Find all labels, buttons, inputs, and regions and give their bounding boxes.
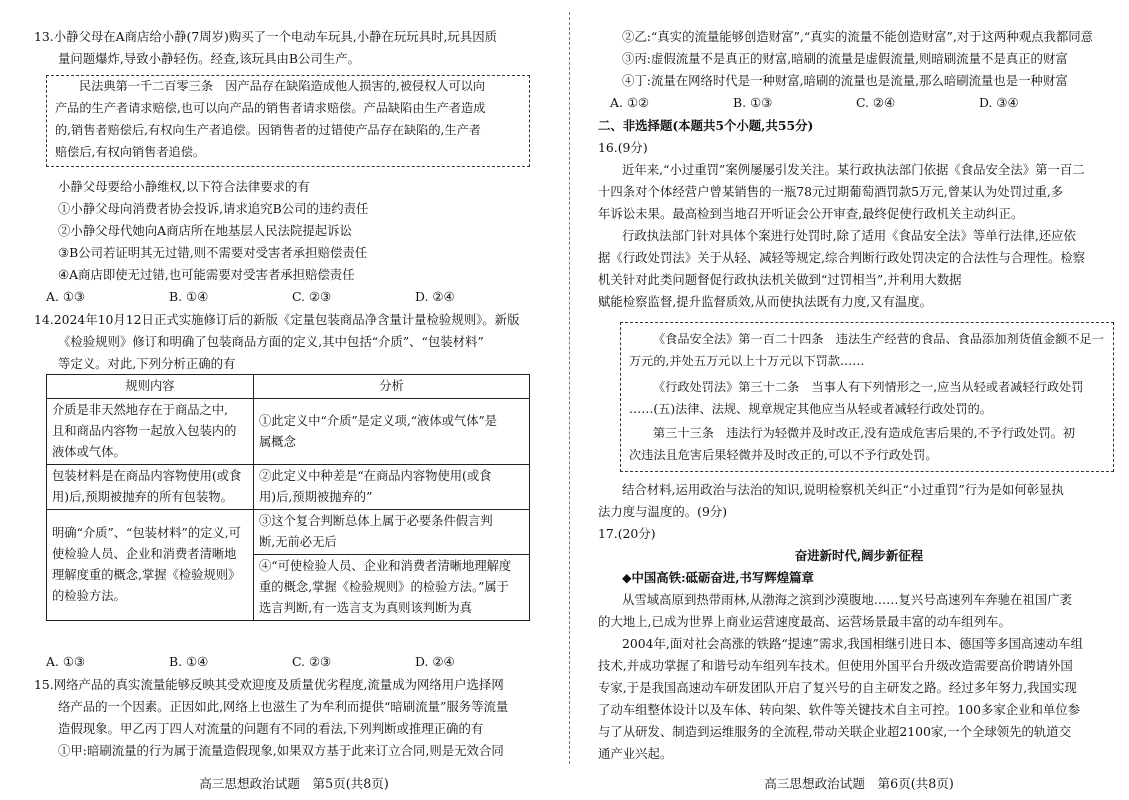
cell-line: ①此定义中“介质”是定义项,“液体或气体”是 xyxy=(259,413,498,428)
q16-label: 16.(9分) xyxy=(598,140,648,155)
q13-item: ②小静父母代她向A商店所在地基层人民法院提起诉讼 xyxy=(58,223,352,238)
q13-item: ①小静父母向消费者协会投诉,请求追究B公司的违约责任 xyxy=(58,201,369,216)
q16-para-line: 十四条对个体经营户曾某销售的一瓶78元过期葡萄酒罚款5万元,曾某认为处罚过重,多 xyxy=(598,184,1064,199)
q14-rules-table xyxy=(46,374,530,621)
analysis-cell xyxy=(254,555,530,621)
option-a: A. ①③ xyxy=(46,289,86,304)
q17-label: 17.(20分) xyxy=(598,526,656,541)
page-footer: 高三思想政治试题 第6页(共8页) xyxy=(764,776,954,791)
law-line: 万元的,并处五万元以上十万元以下罚款…… xyxy=(629,354,865,368)
q15-stem-line: 15.网络产品的真实流量能够反映其受欢迎度及质量优劣程度,流量成为网络用户选择网 xyxy=(34,677,504,692)
q17-para-line: 了动车组整体设计以及车体、转向架、软件等关键技术自主可控。100多家企业和单位参 xyxy=(598,702,1081,717)
table-header: 规则内容 xyxy=(47,375,254,399)
q15-options xyxy=(610,92,1120,113)
law-line: 的,销售者赔偿后,有权向生产者追偿。因销售者的过错使产品存在缺陷的,生产者 xyxy=(55,123,481,137)
q13-stem-line: 13.小静父母在A商店给小静(7周岁)购买了一个电动车玩具,小静在玩玩具时,玩具因质 xyxy=(34,29,497,44)
q17-para-line: 专家,于是我国高速动车研发团队开启了复兴号的自主研发之路。经过多年努力,我国实现 xyxy=(598,680,1077,695)
cell-line: 用)后,预期被抛弃的所有包装物。 xyxy=(52,490,233,504)
q17-para-line: 的大地上,已成为世界上商业运营速度最高、运营场景最丰富的动车组列车。 xyxy=(598,614,1011,629)
q15-item: ④丁:流量在网络时代是一种财富,暗刷的流量也是流量,那么暗刷流量也是一种财富 xyxy=(622,73,1068,88)
cell-line: 明确“介质”、“包装材料”的定义,可 xyxy=(52,526,241,540)
cell-line: ③这个复合判断总体上属于必要条件假言判 xyxy=(259,514,493,528)
cell-line: 用)后,预期被抛弃的” xyxy=(259,490,373,504)
q17-title: 奋进新时代,阔步新征程 xyxy=(794,548,924,563)
q17-para-line: 与了从研发、制造到运维服务的全流程,带动关联企业超2100家,一个全球领先的轨道交 xyxy=(598,724,1072,739)
analysis-cell xyxy=(254,465,530,510)
option-b: B. ①③ xyxy=(733,95,773,110)
law-line: 第三十三条 违法行为轻微并及时改正,没有造成危害后果的,不予行政处罚。初 xyxy=(653,426,1076,440)
law-line: 次违法且危害后果轻微并及时改正的,可以不予行政处罚。 xyxy=(629,448,938,462)
q16-para-line: 机关针对此类问题督促行政执法机关做到“过罚相当”,并利用大数据 xyxy=(598,272,962,287)
option-a: A. ①③ xyxy=(46,654,86,669)
law-line: 赔偿后,有权向销售者追偿。 xyxy=(55,145,206,159)
q16-law-box xyxy=(620,322,1114,472)
cell-line: ②此定义中种差是“在商品内容物使用(或食 xyxy=(259,469,492,483)
q13-options xyxy=(46,286,554,307)
q14-stem-line: 14.2024年10月12日正式实施修订后的新版《定量包装商品净含量计量检验规则》。新版 xyxy=(34,312,520,327)
q16-task-line: 法力度与温度的。(9分) xyxy=(598,504,728,519)
q17-subheading: ◆中国高铁:砥砺奋进,书写辉煌篇章 xyxy=(622,570,814,585)
q16-para-line: 近年来,“小过重罚”案例屡屡引发关注。某行政执法部门依据《食品安全法》第一百二 xyxy=(622,162,1085,177)
cell-line: 断,无前必无后 xyxy=(259,535,337,549)
law-line: 《食品安全法》第一百二十四条 违法生产经营的食品、食品添加剂货值金额不足一 xyxy=(653,332,1104,346)
option-d: D. ③④ xyxy=(979,95,1019,110)
option-c: C. ②④ xyxy=(856,95,896,110)
q14-stem-line: 《检验规则》修订和明确了包装商品方面的定义,其中包括“介质”、“包装材料” xyxy=(58,334,484,349)
page-footer: 高三思想政治试题 第5页(共8页) xyxy=(199,776,389,791)
q15-stem-line: 络产品的一个因素。正因如此,网络上也滋生了为牟利而提供“暗刷流量”服务等流量 xyxy=(58,699,509,714)
cell-line: 包装材料是在商品内容物使用(或食 xyxy=(52,469,242,483)
cell-line: 且和商品内容物一起放入包装内的 xyxy=(52,424,237,438)
q17-para-line: 技术,并成功掌握了和谐号动车组列车技术。但使用外国平台升级改造需要高价聘请外国 xyxy=(598,658,1073,673)
rule-content-cell xyxy=(47,510,254,621)
option-b: B. ①④ xyxy=(169,289,209,304)
cell-line: 属概念 xyxy=(259,434,296,449)
law-line: ……(五)法律、法规、规章规定其他应当从轻或者减轻行政处罚的。 xyxy=(629,402,992,416)
rule-content-cell xyxy=(47,465,254,510)
q16-para-line: 年诉讼未果。最高检到当地召开听证会公开审查,最终促使行政机关主动纠正。 xyxy=(598,206,1024,221)
option-a: A. ①② xyxy=(610,95,650,110)
option-d: D. ②④ xyxy=(415,289,455,304)
cell-line: 液体或气体。 xyxy=(52,445,126,459)
q15-stem-line: ①甲:暗刷流量的行为属于流量造假现象,如果双方基于此来订立合同,则是无效合同 xyxy=(58,743,504,758)
q16-para-line: 行政执法部门针对具体个案进行处罚时,除了适用《食品安全法》等单行法律,还应依 xyxy=(622,228,1076,243)
q15-item: ②乙:“真实的流量能够创造财富”,“真实的流量不能创造财富”,对于这两种观点我都同意 xyxy=(622,29,1094,44)
right-page xyxy=(598,0,1120,800)
left-page xyxy=(34,0,554,800)
q16-para-line: 赋能检察监督,提升监督质效,从而使执法既有力度,又有温度。 xyxy=(598,294,932,309)
q17-para-line: 2004年,面对社会高涨的铁路“提速”需求,我国相继引进日本、德国等多国高速动车组 xyxy=(622,636,1083,651)
q13-question: 小静父母要给小静维权,以下符合法律要求的有 xyxy=(58,179,310,194)
q16-para-line: 据《行政处罚法》关于从轻、减轻等规定,综合判断行政处罚决定的合法性与合理性。检察 xyxy=(598,250,1086,265)
q13-stem-line: 量问题爆炸,导致小静轻伤。经查,该玩具由B公司生产。 xyxy=(58,51,360,66)
q15-stem-line: 造假现象。甲乙丙丁四人对流量的问题有不同的看法,下列判断或推理正确的有 xyxy=(58,721,484,736)
law-line: 《行政处罚法》第三十二条 当事人有下列情形之一,应当从轻或者减轻行政处罚 xyxy=(653,380,1084,394)
q13-item: ③B公司若证明其无过错,则不需要对受害者承担赔偿责任 xyxy=(58,245,368,260)
q14-stem-line: 等定义。对此,下列分析正确的有 xyxy=(58,356,236,371)
table-header: 分析 xyxy=(254,375,530,399)
q16-task-line: 结合材料,运用政治与法治的知识,说明检察机关纠正“小过重罚”行为是如何彰显执 xyxy=(622,482,1064,497)
q17-para-line: 从雪域高原到热带雨林,从渤海之滨到沙漠腹地……复兴号高速列车奔驰在祖国广袤 xyxy=(622,592,1073,607)
option-d: D. ②④ xyxy=(415,654,455,669)
option-b: B. ①④ xyxy=(169,654,209,669)
q13-item: ④A商店即使无过错,也可能需要对受害者承担赔偿责任 xyxy=(58,267,355,282)
page-divider xyxy=(569,12,570,764)
q13-law-box xyxy=(46,75,530,167)
rule-content-cell xyxy=(47,399,254,465)
cell-line: ④“可使检验人员、企业和消费者清晰地理解度 xyxy=(259,559,512,573)
q14-options xyxy=(46,651,554,672)
q15-item: ③丙:虚假流量不是真正的财富,暗刷的流量是虚假流量,则暗刷流量不是真正的财富 xyxy=(622,51,1068,66)
analysis-cell xyxy=(254,510,530,555)
option-c: C. ②③ xyxy=(292,654,332,669)
law-line: 民法典第一千二百零三条 因产品存在缺陷造成他人损害的,被侵权人可以向 xyxy=(79,79,486,93)
cell-line: 重的概念,掌握《检验规则》的检验方法。”属于 xyxy=(259,580,509,594)
q17-para-line: 通产业兴起。 xyxy=(598,746,673,761)
cell-line: 使检验人员、企业和消费者清晰地 xyxy=(52,547,237,561)
law-line: 产品的生产者请求赔偿,也可以向产品的销售者请求赔偿。产品缺陷由生产者造成 xyxy=(55,101,486,115)
analysis-cell xyxy=(254,399,530,465)
cell-line: 的检验方法。 xyxy=(52,589,126,603)
section-heading: 二、非选择题(本题共5个小题,共55分) xyxy=(598,118,814,133)
cell-line: 理解度重的概念,掌握《检验规则》 xyxy=(52,568,241,582)
cell-line: 介质是非天然地存在于商品之中, xyxy=(52,403,229,417)
cell-line: 选言判断,有一选言支为真则该判断为真 xyxy=(259,601,472,615)
option-c: C. ②③ xyxy=(292,289,332,304)
